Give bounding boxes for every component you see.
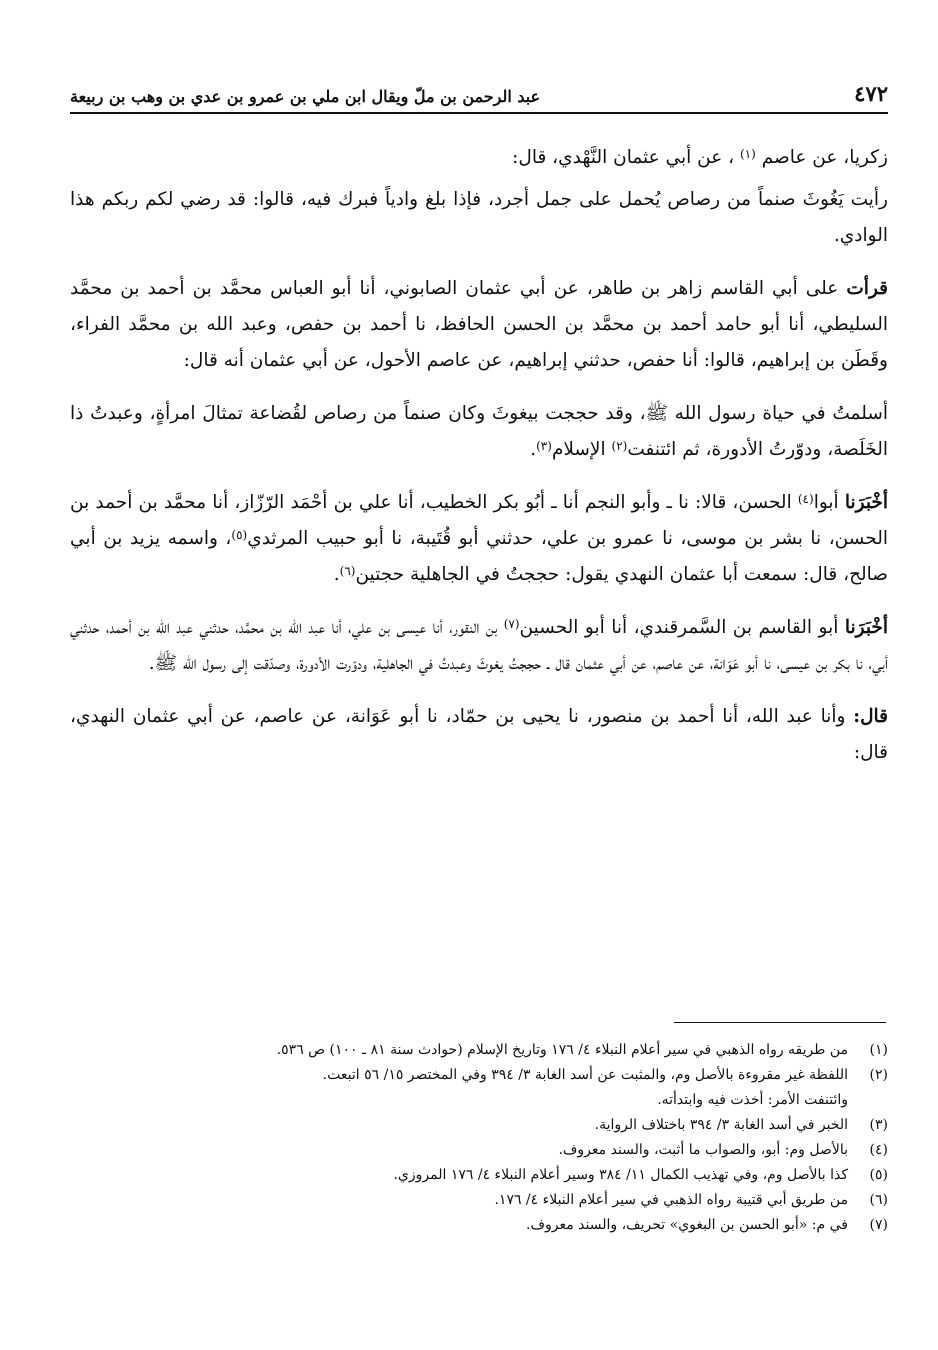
footnote-item <box>90 1188 888 1213</box>
paragraph-text: زكريا، عن عاصم <box>761 147 888 168</box>
paragraph-text: وأنا عبد الله، أنا أحمد بن منصور، نا يحيى بن حمّاد، نا أبو عَوَانة، عن عاصم، عن أبي عثمان النهدي، قال: <box>70 706 888 763</box>
paragraph-text: أبوا <box>813 492 839 513</box>
footnote-ref-2[interactable]: (٢) <box>611 439 628 453</box>
paragraph-5 <box>70 485 888 593</box>
paragraph-lead: قال: <box>853 706 888 727</box>
footnote-item <box>90 1213 888 1238</box>
footnote-ref-7[interactable]: (٧) <box>503 617 520 631</box>
footnote-item <box>90 1063 888 1088</box>
paragraph-lead: أخْبَرَنا <box>844 617 888 638</box>
paragraph-text: رأيت يَغُوثَ صنماً من رصاص يُحمل على جمل أجرد، فإذا بلغ وادياً فبرك فيه، قالوا: قد رضي لكم ربكم هذا الوادي. <box>70 189 888 246</box>
footnote-number: (٧) <box>869 1217 888 1233</box>
footnote-number: (١) <box>869 1042 888 1058</box>
footnote-item <box>90 1088 888 1113</box>
paragraph-text: على أبي القاسم زاهر بن طاهر، عن أبي عثمان الصابوني، أنا أبو العباس محمَّد بن أحمد بن محمَّد السليطي، أنا أبو حامد أحمد بن محمَّد بن الحسن الحافظ، نا أحمد بن حفص، وعبد الله بن محمَّد الفراء، وقَطَن بن إبراهيم، قالوا: أنا حفص، حدثني إبراهيم، عن عاصم الأحول، عن أبي عثمان أنه قال: <box>70 278 888 371</box>
footnote-number: (٦) <box>869 1192 888 1208</box>
paragraph-text: أسلمتُ في حياة رسول الله ﷺ، وقد حججت بيغوثَ وكان صنماً من رصاص لقُضاعة تمثالَ امرأةٍ، وعبدتُ ذا الخَلَصة، ودوّرتُ الأدورة، ثم ائتنفت <box>70 403 888 460</box>
paragraph-text: . <box>530 439 537 460</box>
running-title: عبد الرحمن بن ملّ ويقال ابن ملي بن عمرو بن عدي بن وهب بن ربيعة <box>70 87 541 106</box>
paragraph-lead: قرأت <box>846 278 888 299</box>
paragraph-3 <box>70 271 888 379</box>
footnote-ref-4[interactable]: (٤) <box>797 492 814 506</box>
footnote-ref-6[interactable]: (٦) <box>339 564 356 578</box>
page-number: ٤٧٢ <box>854 81 888 106</box>
footnote-divider <box>674 1022 886 1023</box>
paragraph-text: . <box>333 564 340 585</box>
footnote-text: من طريقه رواه الذهبي في سير أعلام النبلاء ٤/ ١٧٦ وتاريخ الإسلام (حوادث سنة ٨١ ـ ١٠٠) ص ٥٣٦. <box>276 1042 848 1058</box>
footnote-item <box>90 1113 888 1138</box>
footnote-ref-3[interactable]: (٣) <box>536 439 552 453</box>
footnote-text: بالأصل وم: أبو، والصواب ما أثبت، والسند معروف. <box>558 1142 848 1158</box>
footnote-ref-5[interactable]: (٥) <box>231 528 248 542</box>
footnotes <box>90 1038 888 1238</box>
footnote-text: في م: «أبو الحسن بن البغوي» تحريف، والسند معروف. <box>526 1217 848 1233</box>
paragraph-7 <box>70 699 888 771</box>
paragraph-text: ، عن أبي عثمان النَّهْدي، قال: <box>512 147 735 168</box>
footnote-item <box>90 1038 888 1063</box>
paragraph-text: أبو القاسم بن السَّمرقندي، أنا أبو الحسين <box>519 617 839 638</box>
footnote-item <box>90 1163 888 1188</box>
paragraph-2 <box>70 182 888 254</box>
main-text <box>70 140 888 788</box>
paragraph-text: بن النقور، أنا عيسى بن علي، أنا عبد الله بن محمَّد، حدثني عبد الله بن أحمد، حدثني أبي، نا بكر بن عيسى، نا أبو عَوَانة، عن عاصم، عن أبي عثمان قال ـ حججتُ يغوثَ وعبدتُ في الجاهلية، ودوّرت الأدورة، وصدّقت إلى رسول الله ﷺ. <box>70 617 888 674</box>
footnote-number: (٥) <box>869 1167 888 1183</box>
footnote-item <box>90 1138 888 1163</box>
running-header <box>70 74 888 114</box>
footnote-text: اللفظة غير مقروءة بالأصل وم، والمثبت عن أسد الغابة ٣/ ٣٩٤ وفي المختصر ١٥/ ٥٦ اتبعت. <box>322 1067 848 1083</box>
paragraph-text: ، واسمه يزيد بن أبي صالح، قال: سمعت أبا عثمان النهدي يقول: حججتُ في الجاهلية حجتين <box>70 528 888 585</box>
paragraph-text: الحسن، قالا: نا ـ وأبو النجم أنا ـ أبُو بكر الخطيب، أنا علي بن أحْمَد الرّزّاز، أنا محمَّد بن أحمد بن الحسن، نا بشر بن موسى، نا عمرو بن علي، حدثني أبو قُتَيبة، نا أبو حبيب المرثدي <box>70 492 888 549</box>
paragraph-text: الإسلام <box>551 439 612 460</box>
footnote-number: (٣) <box>869 1117 888 1133</box>
paragraph-6 <box>70 610 888 682</box>
footnote-text: كذا بالأصل وم، وفي تهذيب الكمال ١١/ ٣٨٤ وسير أعلام النبلاء ٤/ ١٧٦ المروزي. <box>393 1167 848 1183</box>
paragraph-4 <box>70 396 888 468</box>
footnote-text: من طريق أبي قتيبة رواه الذهبي في سير أعلام النبلاء ٤/ ١٧٦. <box>494 1192 848 1208</box>
paragraph-lead: أخْبَرَنا <box>844 492 888 513</box>
footnote-ref-1[interactable]: (١) <box>739 147 756 161</box>
footnote-text: وائتنفت الأمر: أخذت فيه وابتدأته. <box>657 1092 848 1108</box>
footnote-number: (٢) <box>869 1067 888 1083</box>
footnote-number: (٤) <box>869 1142 888 1158</box>
footnote-text: الخبر في أسد الغابة ٣/ ٣٩٤ باختلاف الرواية. <box>594 1117 848 1133</box>
paragraph-1 <box>70 140 888 176</box>
